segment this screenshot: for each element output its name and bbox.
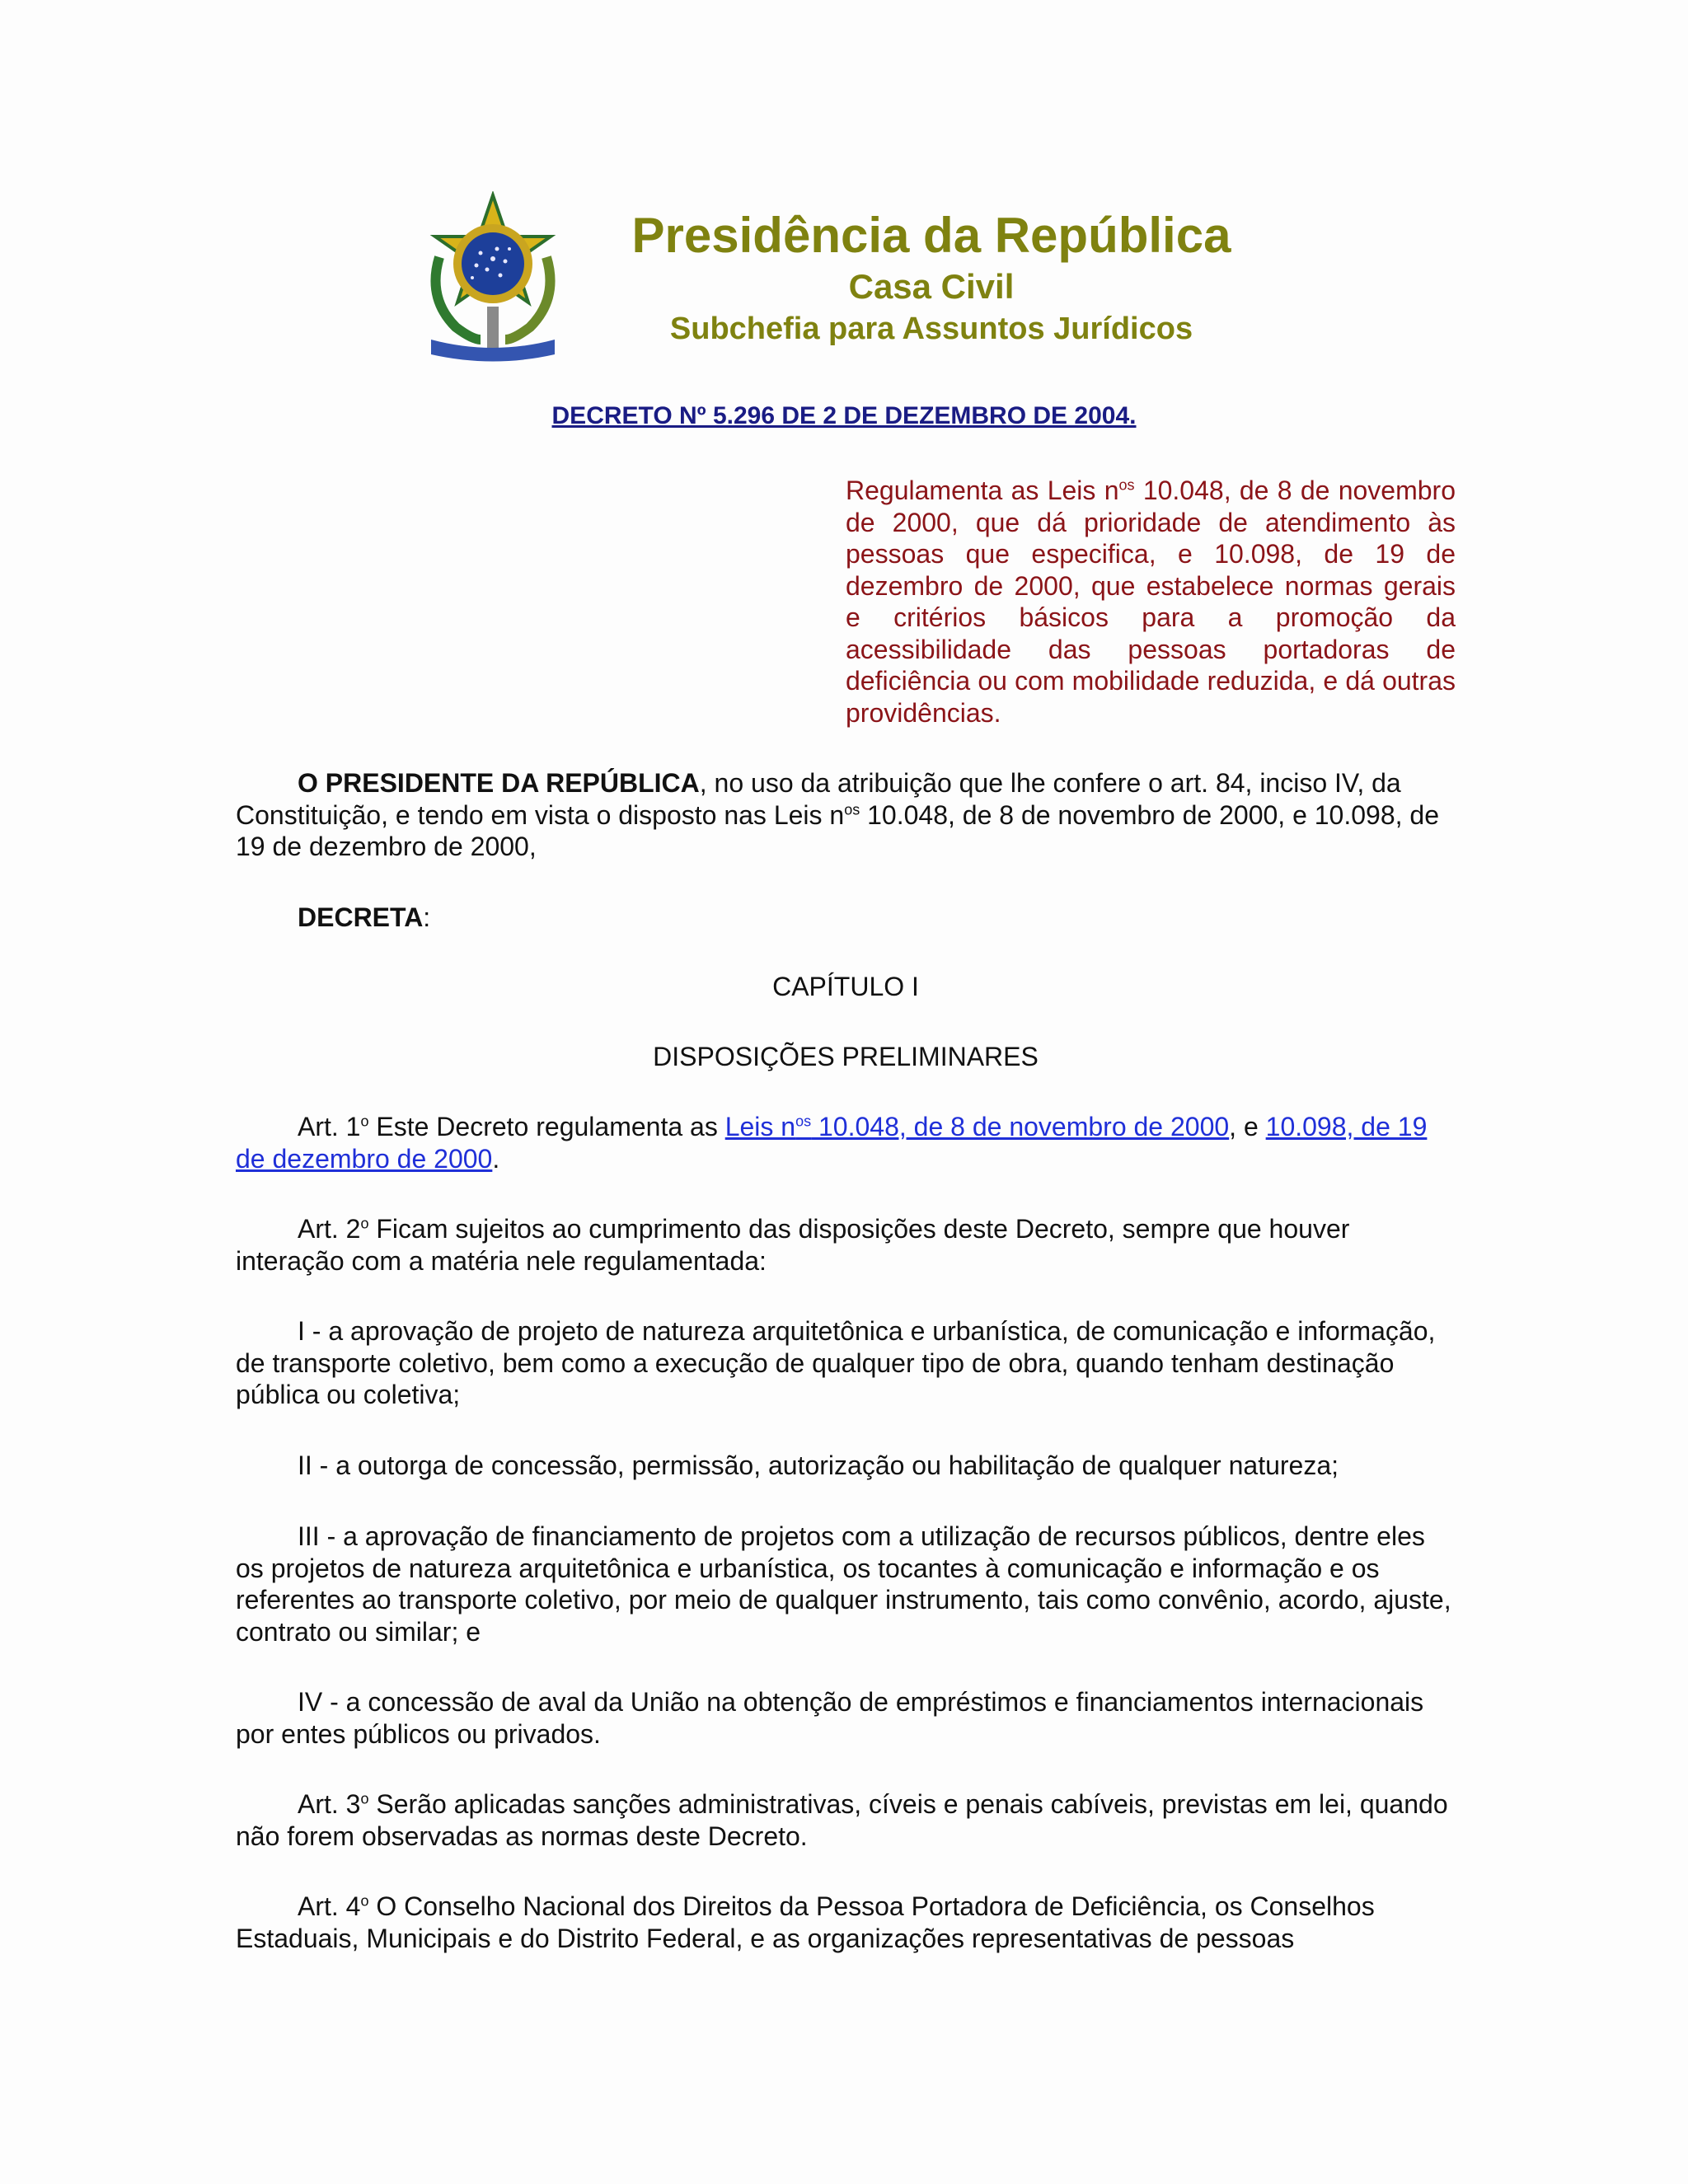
item-iv-text: IV - a concessão de aval da União na obtenção de empréstimos e financiamentos internacionais por entes públicos ou privados.	[236, 1687, 1424, 1749]
art3-sup: o	[360, 1790, 369, 1807]
art4-text: O Conselho Nacional dos Direitos da Pessoa Portadora de Deficiência, os Conselhos Estaduais, Municipais e do Distrito Federal, e as organizações representativas de pessoas	[236, 1891, 1375, 1953]
law-10098-link[interactable]: 10.098, de 19 de dezembro de 2000	[236, 1112, 1428, 1174]
coat-of-arms-icon	[415, 191, 571, 364]
art2-label: Art. 2	[298, 1214, 361, 1244]
item-iii	[236, 1521, 1456, 1647]
article-3	[236, 1788, 1456, 1852]
art2-text: Ficam sujeitos ao cumprimento das disposições deste Decreto, sempre que houver interação com a matéria nele regulamentada:	[236, 1214, 1350, 1276]
art4-sup: o	[360, 1892, 369, 1910]
org-subtitle-casa-civil: Casa Civil	[848, 267, 1015, 306]
art1-end: .	[492, 1143, 500, 1174]
org-title: Presidência da República	[631, 208, 1231, 263]
ementa-sup: os	[1118, 476, 1135, 494]
ementa-text-2: 10.048, de 8 de novembro de 2000, que dá prioridade de atendimento às pessoas que especifica, e 10.098, de 19 de dezembro de 2000, que estabelece normas gerais e critérios básicos para a promoção da acessibilidade das pessoas portadoras de deficiência ou com mobilidade reduzida, e dá outras providências.	[846, 476, 1456, 728]
item-iv	[236, 1686, 1456, 1750]
art3-text: Serão aplicadas sanções administrativas, cíveis e penais cabíveis, previstas em lei, quando não forem observadas as normas deste Decreto.	[236, 1789, 1448, 1851]
art3-label: Art. 3	[298, 1789, 361, 1819]
preamble-bold: O PRESIDENTE DA REPÚBLICA	[298, 768, 700, 798]
law-10048-link[interactable]: Leis $n^{os}$ 10.048, de 8 de novembro de 2000	[724, 1112, 1230, 1141]
preamble	[236, 767, 1456, 863]
item-i-text: I - a aprovação de projeto de natureza arquitetônica e urbanística, de comunicação e informação, de transporte coletivo, bem como a execução de qualquer tipo de obra, quando tenham destinação pública ou coletiva;	[236, 1316, 1436, 1409]
article-4	[236, 1891, 1456, 1954]
decreta-colon: :	[423, 902, 431, 932]
art1-sup: o	[360, 1113, 369, 1130]
chapter-title: DISPOSIÇÕES PRELIMINARES	[653, 1042, 1039, 1071]
ementa	[846, 475, 1456, 729]
art4-label: Art. 4	[298, 1891, 361, 1921]
preamble-text-1: , no uso da atribuição que lhe confere o art. 84, inciso IV, da Constituição, e tendo em vista o disposto nas Leis n	[236, 768, 1401, 830]
org-subtitle-subchefia: Subchefia para Assuntos Jurídicos	[669, 312, 1193, 346]
article-2	[236, 1213, 1456, 1277]
ementa-text-1: Regulamenta as Leis n	[846, 476, 1119, 505]
item-ii-text: II - a outorga de concessão, permissão, autorização ou habilitação de qualquer natureza;	[298, 1451, 1339, 1480]
item-i	[236, 1315, 1456, 1411]
item-ii	[236, 1450, 1456, 1482]
item-iii-text: III - a aprovação de financiamento de projetos com a utilização de recursos públicos, dentre eles os projetos de natureza arquitetônica e urbanística, os tocantes à comunicação e informação e os referentes ao transporte coletivo, por meio de qualquer instrumento, tais como convênio, acordo, ajuste, contrato ou similar; e	[236, 1521, 1451, 1647]
article-1	[236, 1111, 1456, 1174]
art2-sup: o	[360, 1215, 369, 1232]
organization-header	[602, 206, 1261, 349]
chapter-heading: CAPÍTULO I	[772, 972, 919, 1001]
art1-label: Art. 1	[298, 1112, 361, 1141]
decreta	[236, 902, 1456, 934]
decreta-bold: DECRETA	[298, 902, 424, 932]
decree-title-link[interactable]: DECRETO Nº 5.296 DE 2 DE DEZEMBRO DE 2004.	[551, 402, 1137, 429]
art1-mid: , e	[1229, 1112, 1266, 1141]
art1-text: Este Decreto regulamenta as	[368, 1112, 725, 1141]
preamble-text-2: 10.048, de 8 de novembro de 2000, e 10.098, de 19 de dezembro de 2000,	[236, 799, 1439, 861]
preamble-sup: os	[844, 800, 860, 818]
